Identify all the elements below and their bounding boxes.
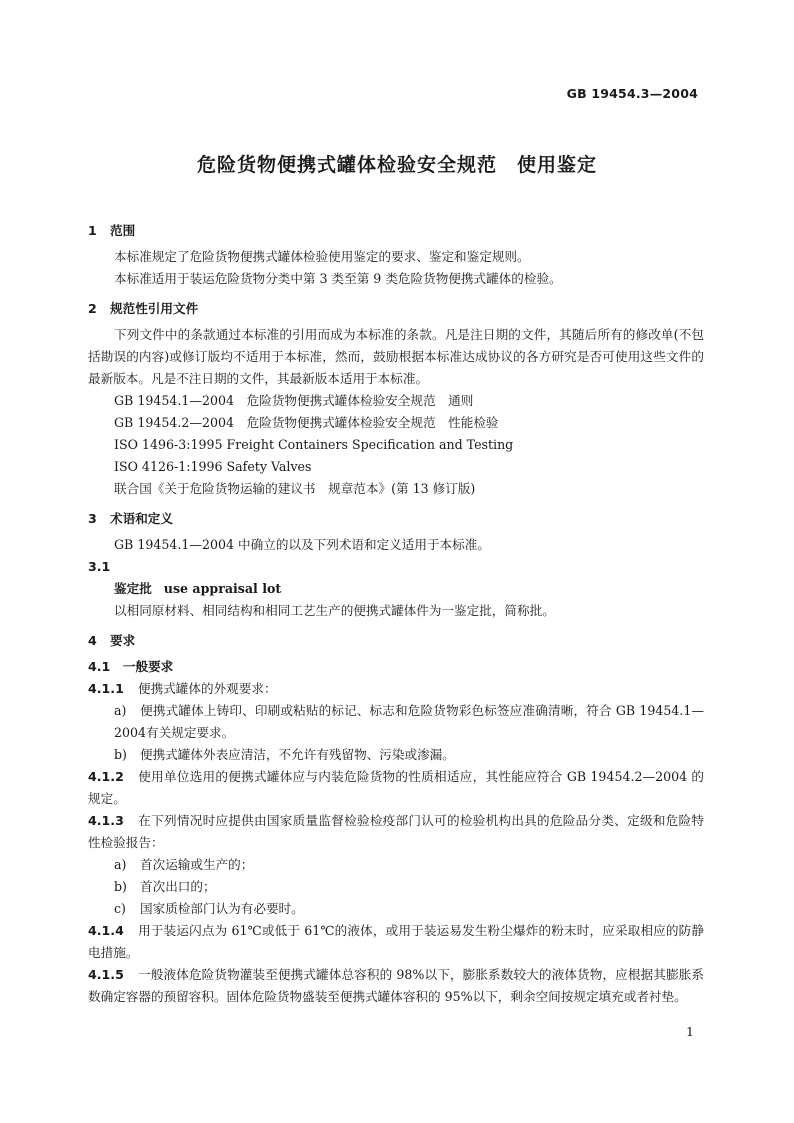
list-item — [88, 854, 704, 876]
term-chinese: 鉴定批 — [114, 581, 152, 596]
section-heading-3 — [88, 508, 704, 530]
section-title: 规范性引用文件 — [110, 301, 199, 316]
reference-item: GB 19454.2—2004 危险货物便携式罐体检验安全规范 性能检验 — [114, 415, 499, 430]
item-label: b) — [114, 879, 127, 894]
section-number: 4 — [88, 633, 97, 648]
clause-number: 4.1.1 — [88, 681, 124, 696]
item-label: a) — [114, 703, 127, 718]
reference-item: 联合国《关于危险货物运输的建议书 规章范本》(第 13 修订版) — [114, 481, 476, 496]
section-heading-2 — [88, 298, 704, 320]
section-title: 要求 — [110, 633, 136, 648]
item-label: b) — [114, 747, 127, 762]
paragraph: 本标准适用于装运危险货物分类中第 3 类至第 9 类危险货物便携式罐体的检验。 — [114, 271, 562, 286]
clause-text: 一般液体危险货物灌装至便携式罐体总容积的 98%以下，膨胀系数较大的液体货物，应根据其膨胀系数确定容器的预留容积。固体危险货物盛装至便携式罐体容积的 95%以下，剩余空间按规定填充或者衬垫。 — [88, 967, 704, 1004]
section-heading-4 — [88, 630, 704, 652]
section-title: 范围 — [110, 223, 136, 238]
section-number: 1 — [88, 223, 97, 238]
item-text: 首次出口的； — [140, 879, 216, 894]
reference-item: ISO 1496-3:1995 Freight Containers Specification and Testing — [114, 437, 514, 452]
clause-4-1-1 — [88, 678, 704, 700]
item-text: 便携式罐体上铸印、印刷或粘贴的标记、标志和危险货物彩色标签应准确清晰，符合 GB 19454.1—2004有关规定要求。 — [114, 703, 704, 740]
section-number: 3 — [88, 511, 97, 526]
clause-number: 4.1.3 — [88, 813, 124, 828]
clause-4-1-5 — [88, 964, 704, 1008]
section-number: 2 — [88, 301, 97, 316]
paragraph: 下列文件中的条款通过本标准的引用而成为本标准的条款。凡是注日期的文件，其随后所有的修改单(不包括勘误的内容)或修订版均不适用于本标准，然而，鼓励根据本标准达成协议的各方研究是否可使用这些文件的最新版本。凡是不注日期的文件，其最新版本适用于本标准。 — [88, 327, 704, 386]
section-heading-1 — [88, 220, 704, 242]
clause-number: 3.1 — [88, 559, 111, 574]
clause-4-1-4 — [88, 920, 704, 964]
item-text: 国家质检部门认为有必要时。 — [140, 901, 304, 916]
document-title: 危险货物便携式罐体检验安全规范 使用鉴定 — [196, 154, 597, 176]
item-label: a) — [114, 857, 127, 872]
reference-item: GB 19454.1—2004 危险货物便携式罐体检验安全规范 通则 — [114, 393, 474, 408]
clause-text: 在下列情况时应提供由国家质量监督检验检疫部门认可的检验机构出具的危险品分类、定级和危险特性检验报告： — [88, 813, 704, 850]
clause-4-1-2 — [88, 766, 704, 810]
clause-number: 4.1.4 — [88, 923, 124, 938]
list-item — [88, 898, 704, 920]
clause-text: 便携式罐体的外观要求： — [138, 681, 277, 696]
term-english: use appraisal lot — [163, 581, 282, 596]
term-definition: 以相同原材料、相同结构和相同工艺生产的便携式罐体件为一鉴定批，简称批。 — [114, 603, 555, 618]
item-label: c) — [114, 901, 126, 916]
clause-text: 用于装运闪点为 61℃或低于 61℃的液体，或用于装运易发生粉尘爆炸的粉末时，应采取相应的防静电措施。 — [88, 923, 704, 960]
clause-heading: 4.1 一般要求 — [88, 659, 174, 674]
paragraph: GB 19454.1—2004 中确立的以及下列术语和定义适用于本标准。 — [114, 537, 490, 552]
page-number: 1 — [686, 1024, 694, 1039]
term-entry — [88, 578, 704, 600]
clause-number: 4.1.2 — [88, 769, 124, 784]
clause-number: 4.1.5 — [88, 967, 124, 982]
paragraph: 本标准规定了危险货物便携式罐体检验使用鉴定的要求、鉴定和鉴定规则。 — [114, 249, 530, 264]
list-item — [88, 700, 704, 744]
clause-text: 使用单位选用的便携式罐体应与内装危险货物的性质相适应，其性能应符合 GB 19454.2—2004 的规定。 — [88, 769, 704, 806]
item-text: 首次运输或生产的； — [140, 857, 254, 872]
list-item — [88, 744, 704, 766]
clause-4-1-3 — [88, 810, 704, 854]
document-body — [88, 214, 704, 1008]
item-text: 便携式罐体外表应清洁，不允许有残留物、污染或渗漏。 — [140, 747, 455, 762]
section-title: 术语和定义 — [110, 511, 173, 526]
reference-item: ISO 4126-1:1996 Safety Valves — [114, 459, 312, 474]
standard-number: GB 19454.3—2004 — [566, 86, 698, 101]
list-item — [88, 876, 704, 898]
